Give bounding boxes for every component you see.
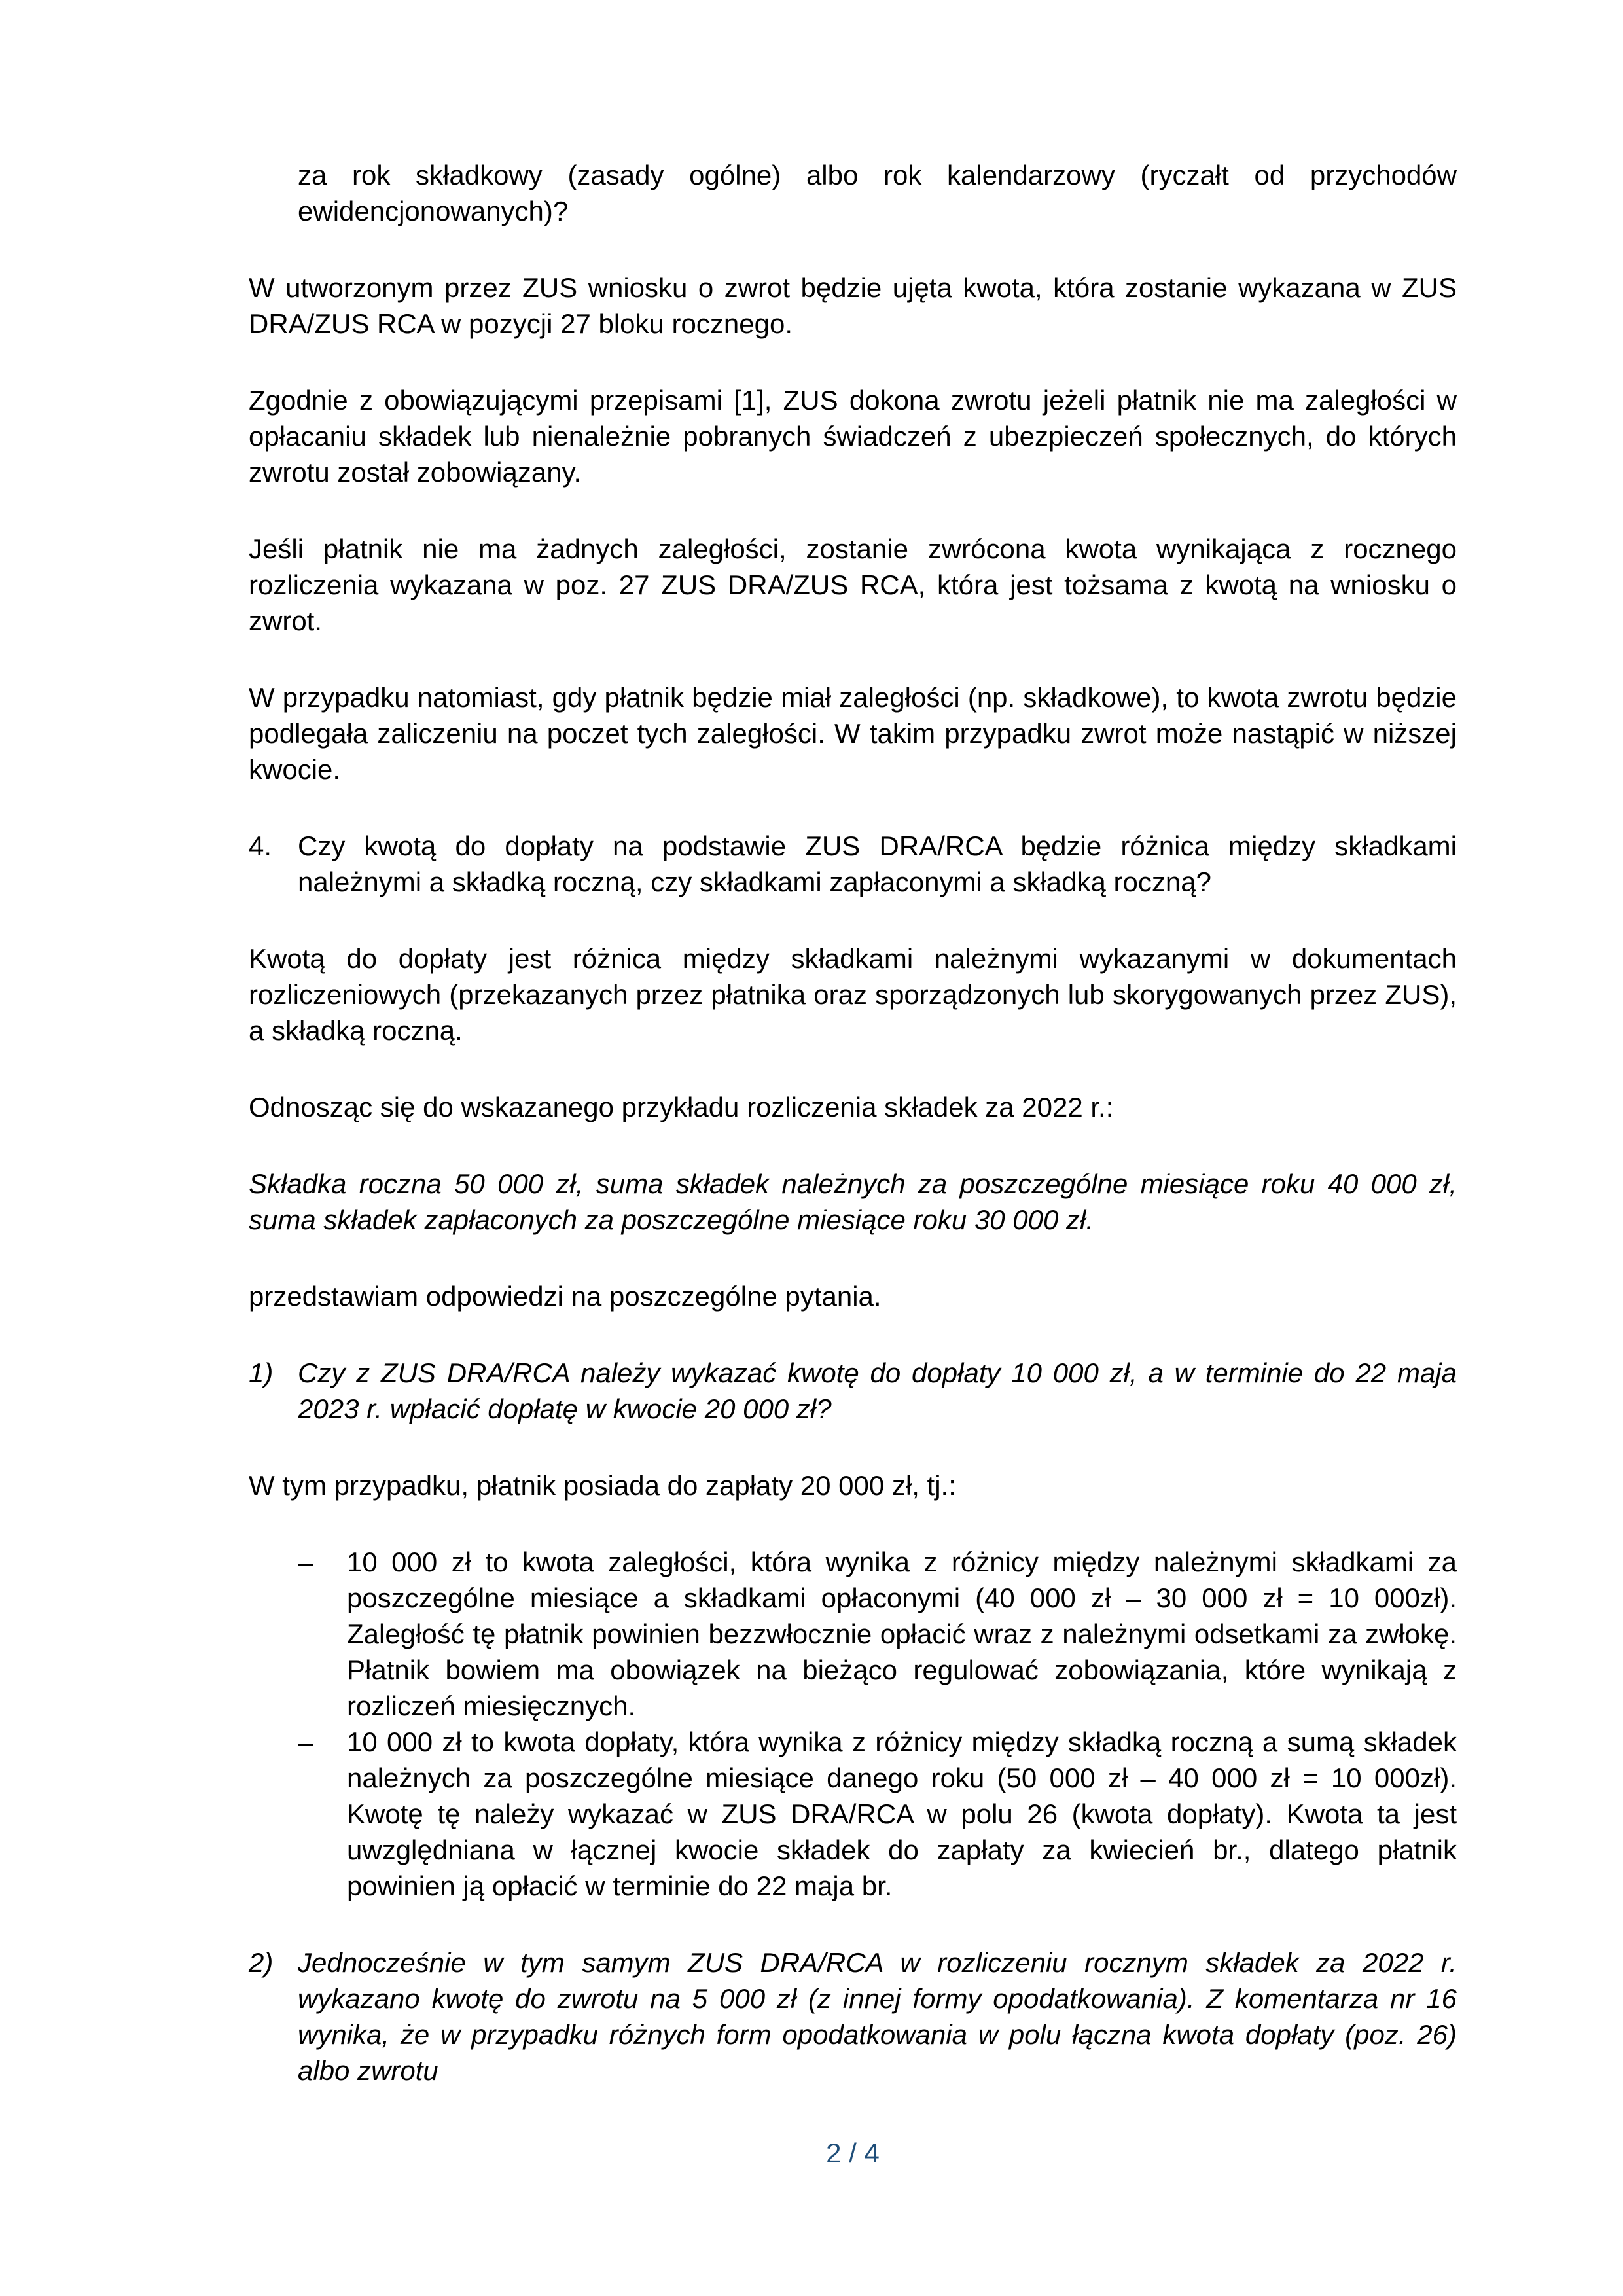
list-number-marker: 1) bbox=[249, 1357, 274, 1388]
paragraph-odnoszac-sie: Odnosząc się do wskazanego przykładu rozliczenia składek za 2022 r.: bbox=[249, 1092, 1114, 1122]
paragraph-kwota-do-doplaty: Kwotą do dopłaty jest różnica między składkami należnymi wykazanymi w dokumentach rozliczeniowych (przekazanych przez płatnika oraz sporządzonych lub skorygowanych przez ZUS), a składką roczną. bbox=[249, 943, 1457, 1046]
dash-bullet-marker: – bbox=[298, 1727, 313, 1757]
bullet-item-zaleglosc bbox=[298, 1544, 1457, 1724]
paragraph-wniosek-o-zwrot: W utworzonym przez ZUS wniosku o zwrot będzie ujęta kwota, która zostanie wykazana w ZUS DRA/ZUS RCA w pozycji 27 bloku rocznego. bbox=[249, 272, 1457, 339]
numbered-item-1-text: Czy z ZUS DRA/RCA należy wykazać kwotę do dopłaty 10 000 zł, a w terminie do 22 maja 2023 r. wpłacić dopłatę w kwocie 20 000 zł? bbox=[298, 1357, 1457, 1424]
bullet-item-doplata bbox=[298, 1724, 1457, 1904]
numbered-item-4-text: Czy kwotą do dopłaty na podstawie ZUS DRA/RCA będzie różnica między składkami należnymi a składką roczną, czy składkami zapłaconymi a składką roczną? bbox=[298, 831, 1457, 897]
document-body bbox=[249, 157, 1457, 2129]
numbered-item-2 bbox=[249, 1945, 1457, 2089]
list-number-marker: 2) bbox=[249, 1947, 274, 1978]
numbered-item-2-text: Jednocześnie w tym samym ZUS DRA/RCA w rozliczeniu rocznym składek za 2022 r. wykazano kwotę do zwrotu na 5 000 zł (z innej formy opodatkowania). Z komentarza nr 16 wynika, że w przypadku różnych form opodatkowania w polu łączna kwota dopłaty (poz. 26) albo zwrotu bbox=[298, 1947, 1457, 2086]
paragraph-zaleglosci-zaliczenie: W przypadku natomiast, gdy płatnik będzie miał zaległości (np. składkowe), to kwota zwrotu będzie podlegała zaliczeniu na poczet tych zaległości. W takim przypadku zwrot może nastąpić w niższej kwocie. bbox=[249, 682, 1457, 785]
paragraph-przedstawiam-odpowiedzi: przedstawiam odpowiedzi na poszczególne pytania. bbox=[249, 1281, 882, 1312]
page-number: 2 / 4 bbox=[826, 2138, 880, 2168]
dash-bullet-list bbox=[249, 1544, 1457, 1904]
paragraph-w-tym-przypadku: W tym przypadku, płatnik posiada do zapłaty 20 000 zł, tj.: bbox=[249, 1470, 956, 1501]
bullet-item-doplata-text: 10 000 zł to kwota dopłaty, która wynika z różnicy między składką roczną a sumą składek należnych za poszczególne miesiące danego roku (50 000 zł – 40 000 zł = 10 000zł). Kwotę tę należy wykazać w ZUS DRA/RCA w polu 26 (kwota dopłaty). Kwota ta jest uwzględniana w łącznej kwocie składek do zapłaty za kwiecień br., dlatego płatnik powinien ją opłacić w terminie do 22 maja br. bbox=[347, 1727, 1457, 1901]
paragraph-przyklad-skladki: Składka roczna 50 000 zł, suma składek należnych za poszczególne miesiące roku 40 000 zł, suma składek zapłaconych za poszczególne miesiące roku 30 000 zł. bbox=[249, 1168, 1457, 1235]
list-number-marker: 4. bbox=[249, 831, 272, 861]
paragraph-brak-zaleglosci: Jeśli płatnik nie ma żadnych zaległości, zostanie zwrócona kwota wynikająca z rocznego rozliczenia wykazana w poz. 27 ZUS DRA/ZUS RCA, która jest tożsama z kwotą na wniosku o zwrot. bbox=[249, 533, 1457, 636]
paragraph-zgodnie-z-przepisami: Zgodnie z obowiązującymi przepisami [1], ZUS dokona zwrotu jeżeli płatnik nie ma zaległości w opłacaniu składek lub nienależnie pobranych świadczeń z ubezpieczeń społecznych, do których zwrotu został zobowiązany. bbox=[249, 385, 1457, 488]
numbered-item-4 bbox=[249, 828, 1457, 900]
paragraph-list-continuation: za rok składkowy (zasady ogólne) albo rok kalendarzowy (ryczałt od przychodów ewidencjonowanych)? bbox=[298, 160, 1457, 226]
numbered-item-1 bbox=[249, 1355, 1457, 1427]
dash-bullet-marker: – bbox=[298, 1547, 313, 1577]
bullet-item-zaleglosc-text: 10 000 zł to kwota zaległości, która wynika z różnicy między należnymi składkami za poszczególne miesiące a składkami opłaconymi (40 000 zł – 30 000 zł = 10 000zł). Zaległość tę płatnik powinien bezzwłocznie opłacić wraz z należnymi odsetkami za zwłokę. Płatnik bowiem ma obowiązek na bieżąco regulować zobowiązania, które wynikają z rozliczeń miesięcznych. bbox=[347, 1547, 1457, 1721]
